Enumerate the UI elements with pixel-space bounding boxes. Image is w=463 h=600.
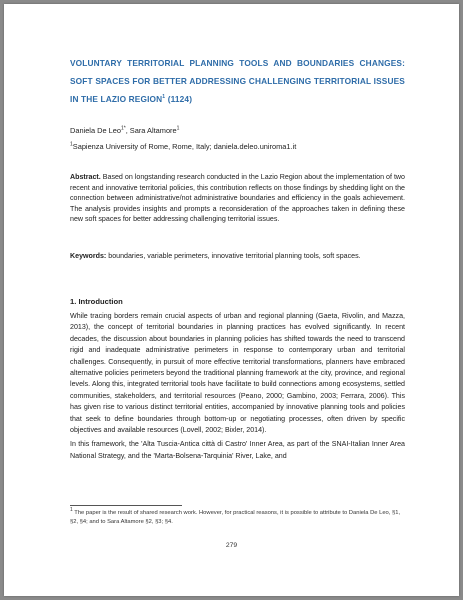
abstract-text: Based on longstanding research conducted in the Lazio Region about the implementation of two recent and innovative territorial policies, this contribution reflects on those findings by shedding light on the connection between administrative/not administrative boundaries and efficiency in the goals achievement. The analysis provides insights and prompts a reconsideration of the approaches taken in defining these new soft spaces for better addressing challenging territorial issues. [70,173,405,223]
paragraph-1: While tracing borders remain crucial aspects of urban and regional planning (Gaeta, Rivolin, and Mazza, 2013), the concept of territorial boundaries in planning practices has evolved significantly. In recent decades, the discussion about boundaries in planning policies has shifted towards the need to transcend rigid and inadequate administrative perimeters in response to contemporary urban and territorial challenges. Consequently, in pursuit of more effective territorial transformations, planners have embraced alternative policies perimeters beyond the traditional planning framework at the city, province, and regional levels. Along this, integrated territorial tools have facilitate to build connections among ecosystems, settled communities, stakeholders, and territorial resources (Peano, 2000; Gambino, 2003; Ferrara, 2006). This has given rise to various distinct territorial entities, accompanied by innovative planning tools and policies that seek to define boundaries through bottom-up or negotiating processes, often driven by specific objectives and available resources (Lovell, 2002; Bixler, 2014). [70,312,405,435]
keywords-text: boundaries, variable perimeters, innovative territorial planning tools, soft spaces. [108,252,361,260]
paragraph-2: In this framework, the 'Alta Tuscia-Antica città di Castro' Inner Area, as part of the SNAI-Italian Inner Area National Strategy, and the 'Marta-Bolsena-Tarquinia' River, Lake, and [70,440,405,460]
footnote [70,509,405,527]
affiliation-mark: 1 [70,141,73,148]
author-2: Sara Altamore [129,126,177,135]
title-footnote-mark: 1 [162,94,166,101]
title-code: (1124) [167,94,193,104]
author-1: Daniela De Leo [70,126,121,135]
keywords [70,250,405,262]
author-1-marks: 1* [120,125,126,132]
keywords-label: Keywords: [70,252,107,260]
section-heading: 1. Introduction [70,297,123,306]
author-list [70,126,179,135]
abstract-label: Abstract. [70,173,101,181]
footnote-mark: 1 [70,507,73,514]
footnote-divider [70,505,182,506]
author-2-marks: 1 [176,125,180,132]
affiliation-text: Sapienza University of Rome, Rome, Italy; daniela.deleo.uniroma1.it [72,142,297,151]
title-text: VOLUNTARY TERRITORIAL PLANNING TOOLS AND BOUNDARIES CHANGES: SOFT SPACES FOR BETTER ADDRESSING CHALLENGING TERRITORIAL ISSUES IN THE LAZIO REGION [70,58,405,104]
page-number: 279 [225,542,238,549]
author-separator: , [125,126,130,135]
abstract [70,172,405,225]
body-text [70,311,405,465]
paper-page [4,4,459,596]
footnote-text: The paper is the result of shared research work. However, for practical reasons, it is possible to attribute to Daniela De Leo, §1, §2, §4; and to Sara Altamore §2, §3; §4. [70,510,401,525]
paper-title [70,54,405,108]
affiliation [70,142,296,151]
